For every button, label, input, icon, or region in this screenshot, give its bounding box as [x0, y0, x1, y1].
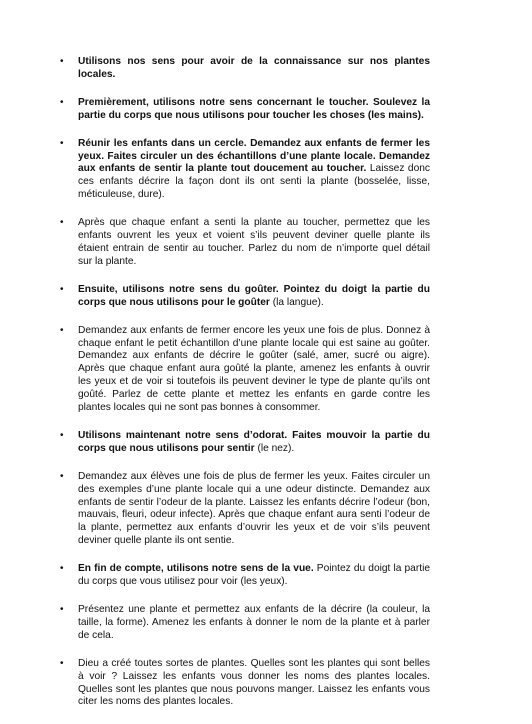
item-bold-text: Utilisons nos sens pour avoir de la connaissance sur nos plantes locales.: [78, 56, 430, 80]
bullet-icon: •: [60, 324, 64, 336]
list-item: [60, 56, 430, 82]
item-text: Laissez donc ces enfants décrire la façon dont ils ont senti la plante (bosselée, lisse, méticuleuse, dure).: [78, 163, 430, 201]
list-item: [60, 217, 430, 269]
item-bold-text: Réunir les enfants dans un cercle. Demandez aux enfants de fermer les yeux. Faites circuler un des échantillons d’une plante locale. Demandez aux enfants de sentir la plante tout doucement au toucher.: [78, 137, 430, 175]
list-item: [60, 563, 430, 589]
list-item: [60, 283, 430, 310]
list-item: [60, 137, 430, 203]
bullet-icon: •: [60, 657, 64, 669]
bullet-list: [60, 56, 430, 724]
item-text: Dieu a créé toutes sortes de plantes. Quelles sont les plantes qui sont belles à voir ? Laissez les enfants vous donner les noms des plantes locales. Quelles sont les plantes que nous pouvons manger. Laissez les enfants vous citer les noms des plantes locales.: [78, 657, 430, 708]
bullet-icon: •: [60, 96, 64, 108]
item-text: Présentez une plante et permettez aux enfants de la décrire (la couleur, la taille, la forme). Amenez les enfants à donner le nom de la plante et à parler de cela.: [78, 604, 430, 641]
item-bold-text: Ensuite, utilisons notre sens du goûter. Pointez du doigt la partie du corps que nous utilisons pour le goûter: [78, 283, 430, 308]
list-item: [60, 324, 430, 415]
bullet-icon: •: [60, 137, 64, 149]
item-text: Pointez du doigt la partie du corps que vous utilisez pour voir (les yeux).: [78, 563, 430, 588]
bullet-icon: •: [60, 563, 64, 575]
item-text: Après que chaque enfant a senti la plante au toucher, permettez que les enfants ouvrent les yeux et voient s’ils peuvent deviner quelle plante ils étaient entrain de sentir au toucher. Parlez du nom de n’importe quel détail sur la plante.: [78, 217, 430, 267]
item-text: (la langue).: [269, 296, 324, 308]
bullet-icon: •: [60, 604, 64, 615]
item-bold-text: En fin de compte, utilisons notre sens de la vue.: [78, 563, 314, 575]
bullet-icon: •: [60, 217, 64, 229]
list-item: [60, 96, 430, 123]
list-item: [60, 429, 430, 456]
item-bold-text: Utilisons maintenant notre sens d’odorat. Faites mouvoir la partie du corps que nous utilisons pour sentir: [78, 429, 430, 454]
item-bold-text: Premièrement, utilisons notre sens concernant le toucher. Soulevez la partie du corps que nous utilisons pour toucher les choses (les mains).: [78, 96, 430, 121]
item-text: Demandez aux élèves une fois de plus de fermer les yeux. Faites circuler un des exemples d’une plante locale qui a une odeur distincte. Demandez aux enfants de sentir l’odeur de la plante. Laissez les enfants décrire l’odeur (bon, mauvais, fleuri, odeur infecte). Après que chaque enfant aura senti l’odeur de la plante, permettez aux enfants d’ouvrir les yeux et de voir s’ils peuvent deviner quelle plante ils ont sentie.: [78, 470, 430, 547]
bullet-icon: •: [60, 470, 64, 482]
bullet-icon: •: [60, 283, 64, 295]
list-item: [60, 657, 430, 710]
bullet-icon: •: [60, 429, 64, 441]
item-text: (le nez).: [254, 442, 295, 454]
list-item: [60, 604, 430, 643]
item-text: Demandez aux enfants de fermer encore les yeux une fois de plus. Donnez à chaque enfant le petit échantillon d’une plante locale qui est saine au goûter. Demandez aux enfants de décrire le goûter (salé, amer, sucré ou aigre). Après que chaque enfant aura goûté la plante, amenez les enfants à ouvrir les yeux et de voir si toutefois ils peuvent deviner le type de plante qu’ils ont goûté. Parlez de cette plante et mettez les enfants en garde contre les plantes locales qui ne sont pas bonnes à consommer.: [78, 324, 430, 414]
bullet-icon: •: [60, 56, 64, 67]
list-item: [60, 470, 430, 548]
